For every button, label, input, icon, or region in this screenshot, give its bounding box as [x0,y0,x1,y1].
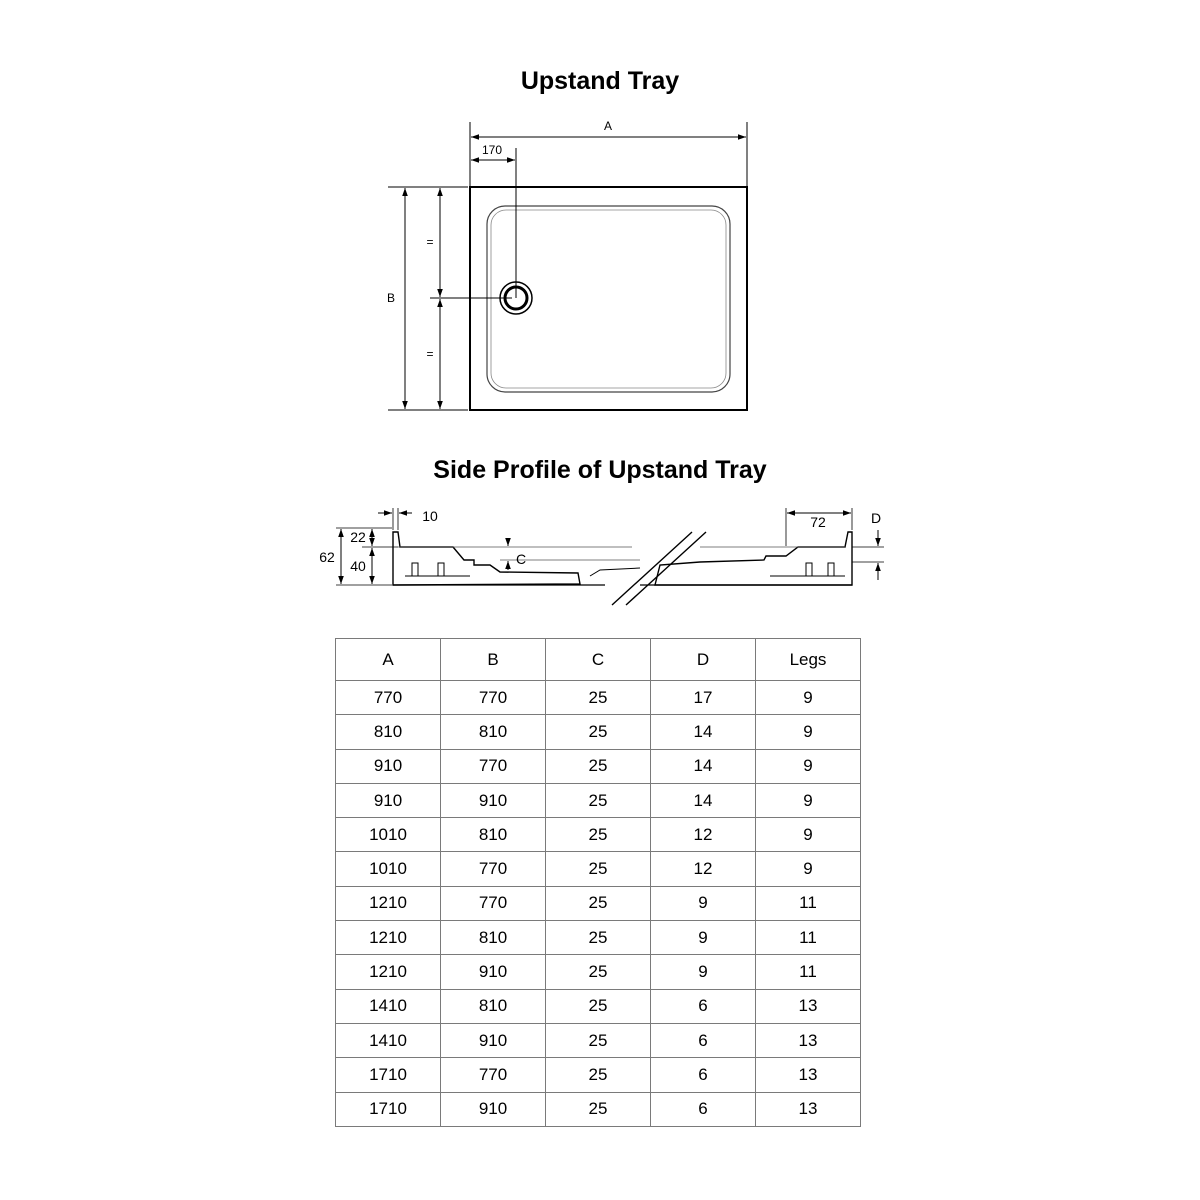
cell-d: 6 [651,989,756,1023]
cell-legs: 11 [756,955,861,989]
header-d: D [651,639,756,681]
header-legs: Legs [756,639,861,681]
cell-c: 25 [546,783,651,817]
cell-d: 12 [651,818,756,852]
table-row [336,1092,861,1126]
cell-c: 25 [546,818,651,852]
dimension-a-label: A [603,119,613,133]
cell-c: 25 [546,1092,651,1126]
cell-b: 910 [441,1092,546,1126]
table-row [336,989,861,1023]
table-row [336,886,861,920]
cell-a: 770 [336,681,441,715]
cell-b: 810 [441,715,546,749]
cell-a: 1010 [336,852,441,886]
cell-b: 770 [441,749,546,783]
table-row [336,681,861,715]
header-a: A [336,639,441,681]
cell-legs: 13 [756,1092,861,1126]
cell-b: 770 [441,681,546,715]
cell-a: 1710 [336,1058,441,1092]
table-row [336,921,861,955]
cell-a: 910 [336,783,441,817]
upstand-thickness-label: 10 [422,508,438,524]
cell-b: 910 [441,1023,546,1057]
depth-label: D [870,510,882,526]
table-row [336,955,861,989]
cell-a: 910 [336,749,441,783]
cell-legs: 13 [756,989,861,1023]
left-upstand-profile [393,532,580,585]
cell-a: 1210 [336,921,441,955]
side-profile-title: Side Profile of Upstand Tray [433,456,767,484]
cell-d: 14 [651,715,756,749]
cell-c: 25 [546,749,651,783]
tray-height-label: 62 [319,549,335,565]
cell-c: 25 [546,989,651,1023]
table-row [336,783,861,817]
cell-c: 25 [546,1023,651,1057]
cell-legs: 9 [756,783,861,817]
cell-a: 1210 [336,886,441,920]
table-row [336,1023,861,1057]
base-height-label: 40 [350,558,366,574]
cell-d: 6 [651,1092,756,1126]
cell-a: 1410 [336,1023,441,1057]
dimension-waste-offset-label: 170 [481,143,503,157]
cell-a: 810 [336,715,441,749]
cell-a: 1710 [336,1092,441,1126]
cell-c: 25 [546,681,651,715]
side-profile-drawing [393,532,852,605]
cell-d: 9 [651,955,756,989]
top-view-title: Upstand Tray [520,67,680,95]
table-header-row [336,639,861,681]
header-b: B [441,639,546,681]
cell-legs: 9 [756,681,861,715]
cell-b: 810 [441,989,546,1023]
left-leg-1 [412,563,418,576]
fall-label: C [515,551,527,567]
table-row [336,818,861,852]
cell-d: 9 [651,921,756,955]
upstand-height-label: 22 [350,529,366,545]
cell-a: 1410 [336,989,441,1023]
right-leg-2 [828,563,834,576]
equal-top-label: = [426,235,434,249]
cell-d: 9 [651,886,756,920]
cell-legs: 9 [756,749,861,783]
right-leg-1 [806,563,812,576]
cell-b: 910 [441,783,546,817]
cell-legs: 13 [756,1058,861,1092]
cell-b: 770 [441,852,546,886]
left-leg-2 [438,563,444,576]
cell-b: 810 [441,818,546,852]
right-upstand-profile [655,532,852,585]
cell-b: 910 [441,955,546,989]
cell-b: 810 [441,921,546,955]
cell-legs: 11 [756,886,861,920]
dimension-waste-offset [471,143,516,298]
cell-d: 6 [651,1058,756,1092]
cell-c: 25 [546,955,651,989]
cell-b: 770 [441,886,546,920]
cell-c: 25 [546,1058,651,1092]
table-row [336,749,861,783]
table-row [336,715,861,749]
cell-legs: 9 [756,852,861,886]
cell-a: 1210 [336,955,441,989]
cell-legs: 13 [756,1023,861,1057]
tray-inner-basin [487,206,730,392]
cell-d: 6 [651,1023,756,1057]
table-row [336,852,861,886]
dimension-b [387,187,512,410]
edge-width-label: 72 [810,514,826,530]
cell-c: 25 [546,852,651,886]
equal-bottom-label: = [426,347,434,361]
cell-c: 25 [546,886,651,920]
cell-b: 770 [441,1058,546,1092]
cell-d: 12 [651,852,756,886]
cell-legs: 9 [756,715,861,749]
cell-d: 17 [651,681,756,715]
cell-legs: 9 [756,818,861,852]
dimension-a [470,119,747,186]
dimensions-table [335,638,861,1127]
cell-a: 1010 [336,818,441,852]
cell-d: 14 [651,783,756,817]
cell-c: 25 [546,921,651,955]
table-row [336,1058,861,1092]
header-c: C [546,639,651,681]
dimension-b-label: B [386,291,396,305]
table-body [336,681,861,1127]
cell-d: 14 [651,749,756,783]
cell-c: 25 [546,715,651,749]
cell-legs: 11 [756,921,861,955]
